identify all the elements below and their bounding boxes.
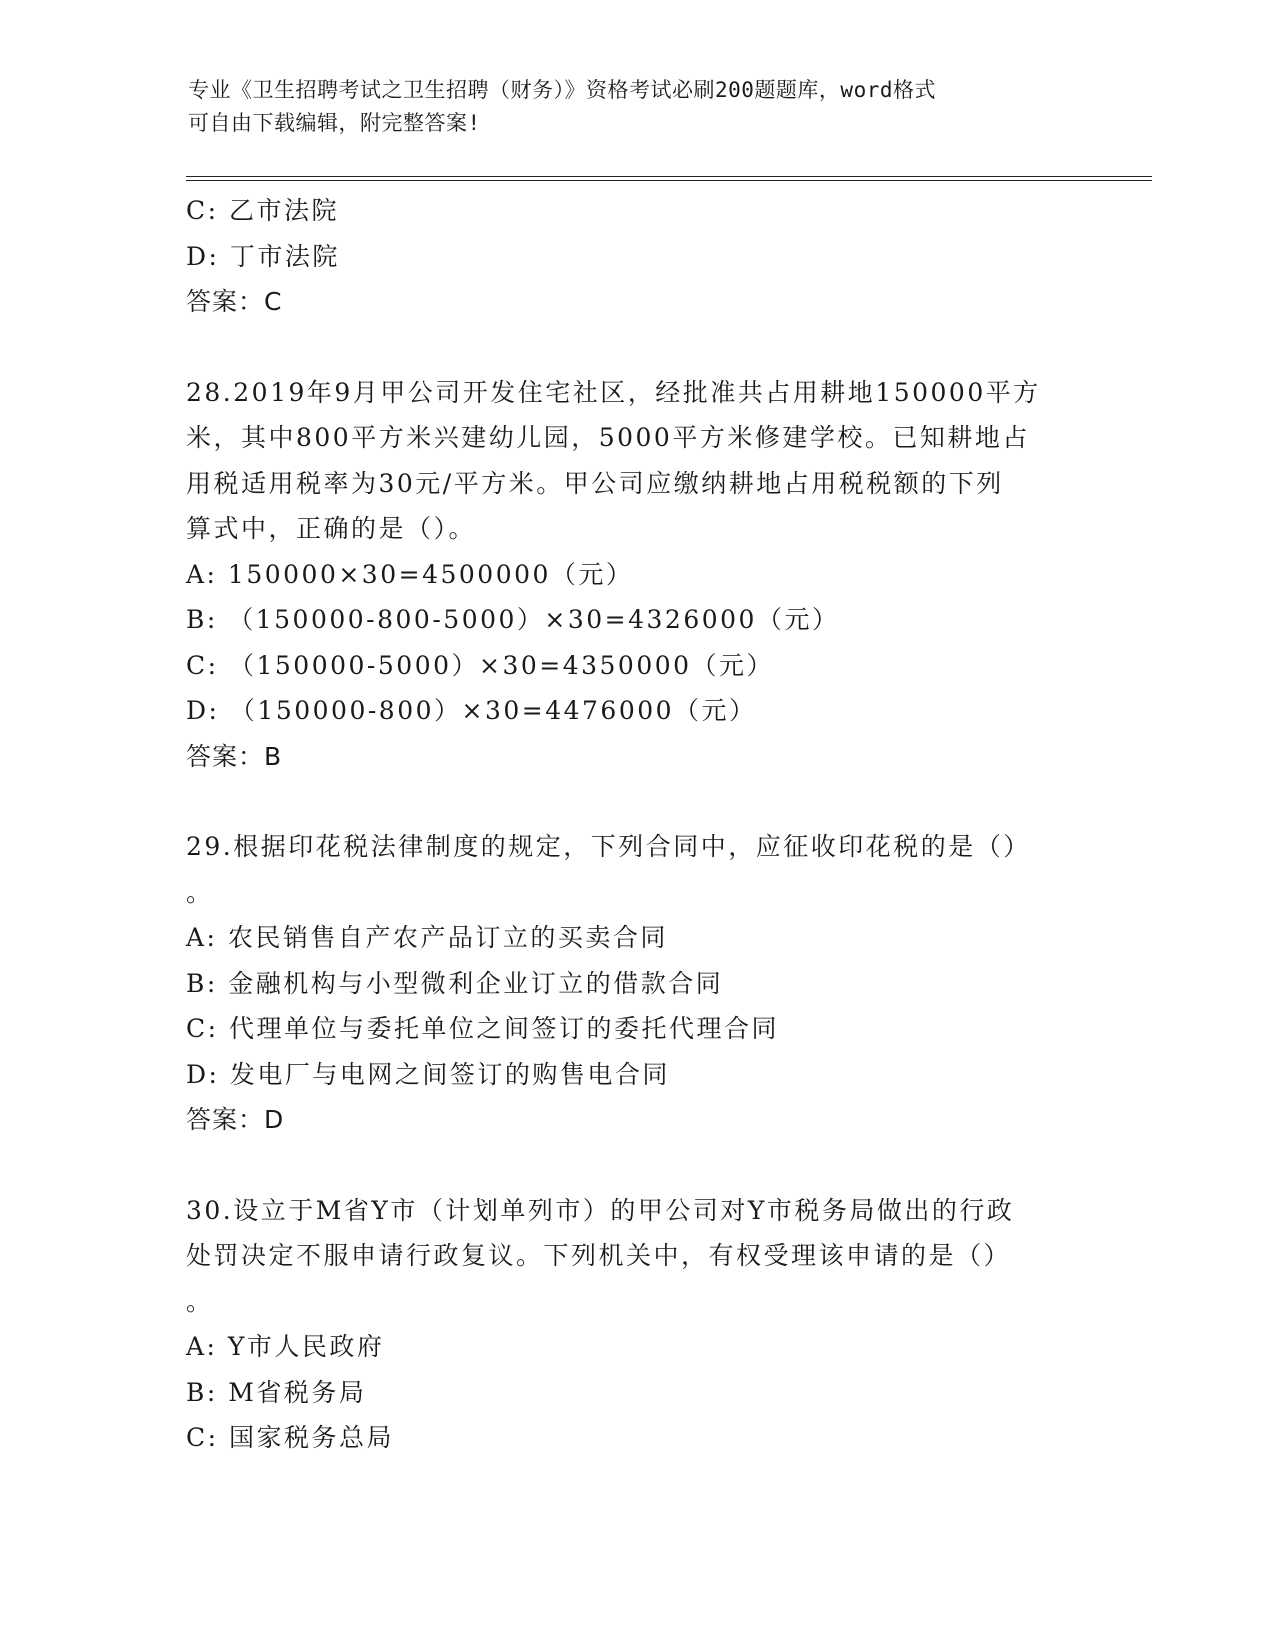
- answer-label: 答案：C: [186, 287, 283, 316]
- header-title-line-2: 可自由下载编辑，附完整答案!: [188, 111, 481, 135]
- question-text-line: 28.2019年9月甲公司开发住宅社区，经批准共占用耕地150000平方: [186, 377, 1041, 407]
- question-text-line: 。: [186, 1286, 214, 1316]
- question-text-line: 。: [186, 877, 214, 907]
- option-d: D: 丁市法院: [186, 241, 340, 271]
- option-a: A: 150000×30=4500000（元）: [186, 559, 634, 589]
- option-b: B: M省税务局: [186, 1377, 367, 1407]
- option-c: C: （150000-5000）×30=4350000（元）: [186, 650, 775, 680]
- document-header: [188, 74, 1068, 140]
- option-b: B: （150000-800-5000）×30=4326000（元）: [186, 605, 840, 634]
- option-c: C: 代理单位与委托单位之间签订的委托代理合同: [186, 1014, 779, 1043]
- option-c: C: 国家税务总局: [186, 1423, 394, 1452]
- question-28: [186, 370, 1086, 780]
- question-content: [186, 188, 1086, 1461]
- spacer: [186, 1143, 1086, 1188]
- question-text-line: 处罚决定不服申请行政复议。下列机关中，有权受理该申请的是（）: [186, 1241, 1012, 1270]
- option-d: D: （150000-800）×30=4476000（元）: [186, 696, 757, 725]
- question-text-line: 米，其中800平方米兴建幼儿园，5000平方米修建学校。已知耕地占: [186, 423, 1030, 452]
- header-divider-bottom: [186, 180, 1152, 181]
- option-a: A: Y市人民政府: [186, 1332, 385, 1361]
- answer-label: 答案：B: [186, 741, 283, 771]
- question-27-tail: [186, 188, 1086, 325]
- question-29: [186, 824, 1086, 1143]
- spacer: [186, 325, 1086, 370]
- question-text-line: 29.根据印花税法律制度的规定，下列合同中，应征收印花税的是（）: [186, 832, 1031, 861]
- answer-label: 答案：D: [186, 1105, 285, 1134]
- question-text-line: 30.设立于M省Y市（计划单列市）的甲公司对Y市税务局做出的行政: [186, 1195, 1015, 1225]
- header-divider-top: [186, 176, 1152, 177]
- question-text-line: 算式中，正确的是（）。: [186, 514, 477, 543]
- option-c: C: 乙市法院: [186, 196, 339, 225]
- option-a: A: 农民销售自产农产品订立的买卖合同: [186, 923, 668, 952]
- question-text-line: 用税适用税率为30元/平方米。甲公司应缴纳耕地占用税税额的下列: [186, 468, 1004, 498]
- spacer: [186, 779, 1086, 824]
- header-title-line-1: 专业《卫生招聘考试之卫生招聘（财务）》资格考试必刷200题题库，word格式: [188, 78, 936, 102]
- option-b: B: 金融机构与小型微利企业订立的借款合同: [186, 968, 724, 998]
- option-d: D: 发电厂与电网之间签订的购售电合同: [186, 1059, 670, 1089]
- question-30: [186, 1188, 1086, 1461]
